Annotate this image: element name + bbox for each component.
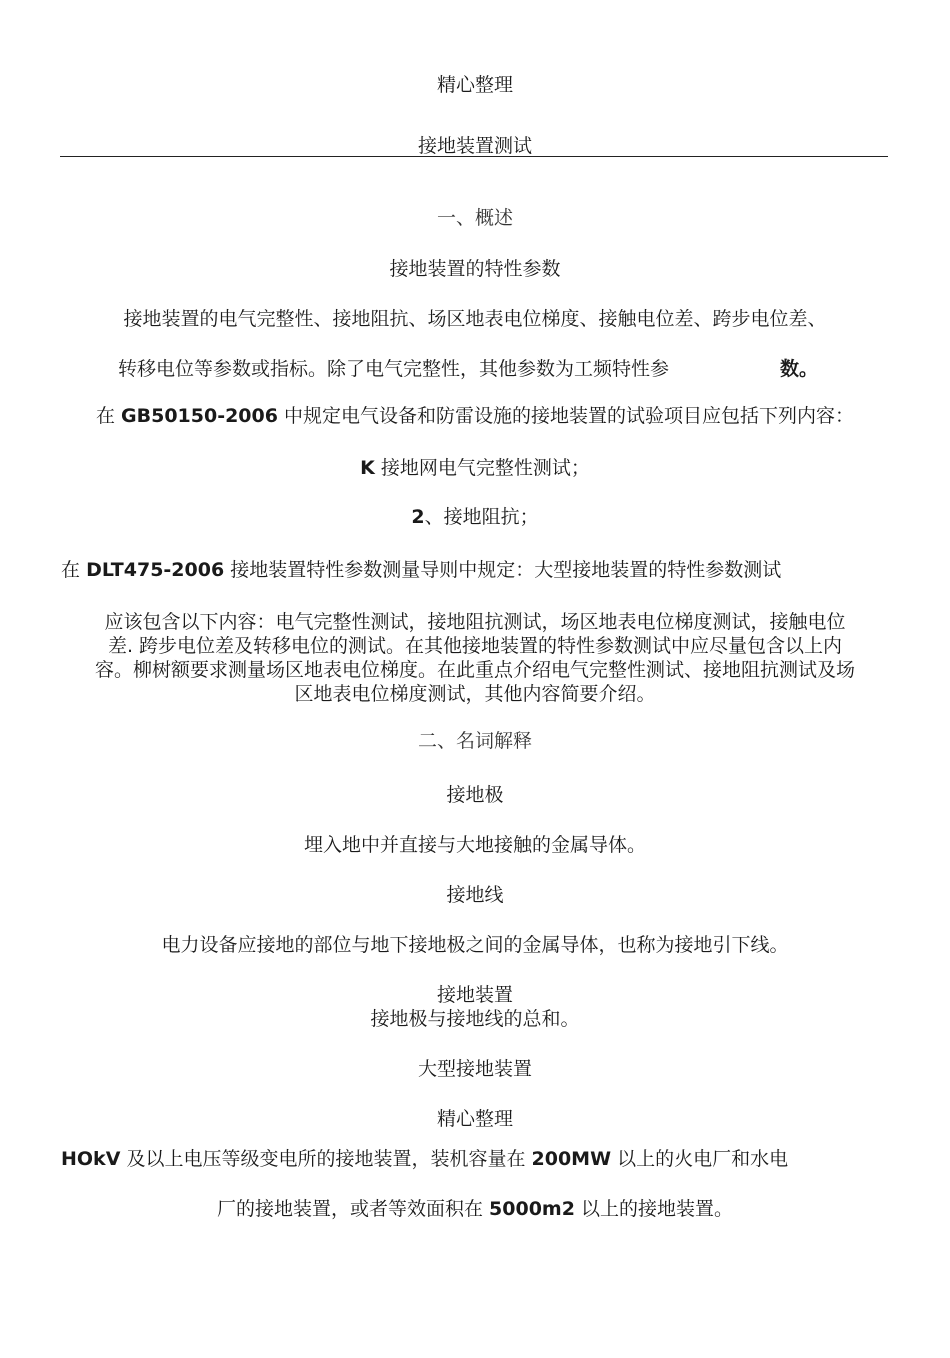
term-title: 大型接地装置	[417, 1058, 532, 1080]
term-definition: 接地极与接地线的总和。	[370, 1008, 580, 1030]
term-definition: 埋入地中并直接与大地接触的金属导体。	[303, 834, 646, 856]
paragraph-line-end: 数。	[780, 358, 819, 380]
paragraph-line: 接地装置的电气完整性、接地阻抗、场区地表电位梯度、接触电位差、跨步电位差、	[123, 308, 827, 330]
section-heading-overview: 一、概述	[436, 207, 513, 229]
gb-standard-line: 在 GB50150-2006 中规定电气设备和防雷设施的接地装置的试验项目应包括下列内容：	[95, 405, 855, 427]
section-heading-terms: 二、名词解释	[417, 730, 532, 752]
term-title: 接地极	[446, 784, 504, 806]
document-title: 接地装置测试	[417, 135, 532, 157]
term-definition-line: 厂的接地装置，或者等效面积在 5000m2 以上的接地装置。	[216, 1198, 734, 1220]
page-header: 精心整理	[436, 74, 513, 96]
dlt-standard-line: 在 DLT475-2006 接地装置特性参数测量导则中规定：大型接地装置的特性参数测试	[61, 559, 782, 581]
page-footer: 精心整理	[436, 1108, 513, 1130]
list-item-1: K 接地网电气完整性测试；	[360, 457, 590, 479]
paragraph-line: 转移电位等参数或指标。除了电气完整性，其他参数为工频特性参	[118, 358, 670, 380]
list-item-2: 2、接地阻抗；	[411, 506, 539, 528]
term-title: 接地装置	[436, 984, 513, 1006]
content-paragraph: 应该包含以下内容：电气完整性测试，接地阻抗测试，场区地表电位梯度测试，接触电位差. 跨步电位差及转移电位的测试。在其他接地装置的特性参数测试中应尽量包含以上内容。柳树额要求测量场区地表电位梯度。在此重点介绍电气完整性测试、接地阻抗测试及场区地表电位梯度测试，其他内容简要介绍。	[94, 611, 855, 705]
term-title: 接地线	[446, 884, 504, 906]
title-rule	[60, 156, 888, 157]
term-definition: 电力设备应接地的部位与地下接地极之间的金属导体，也称为接地引下线。	[161, 934, 789, 956]
term-definition-line: HOkV 及以上电压等级变电所的接地装置，装机容量在 200MW 以上的火电厂和水电	[61, 1148, 789, 1170]
subheading-parameters: 接地装置的特性参数	[389, 258, 561, 280]
